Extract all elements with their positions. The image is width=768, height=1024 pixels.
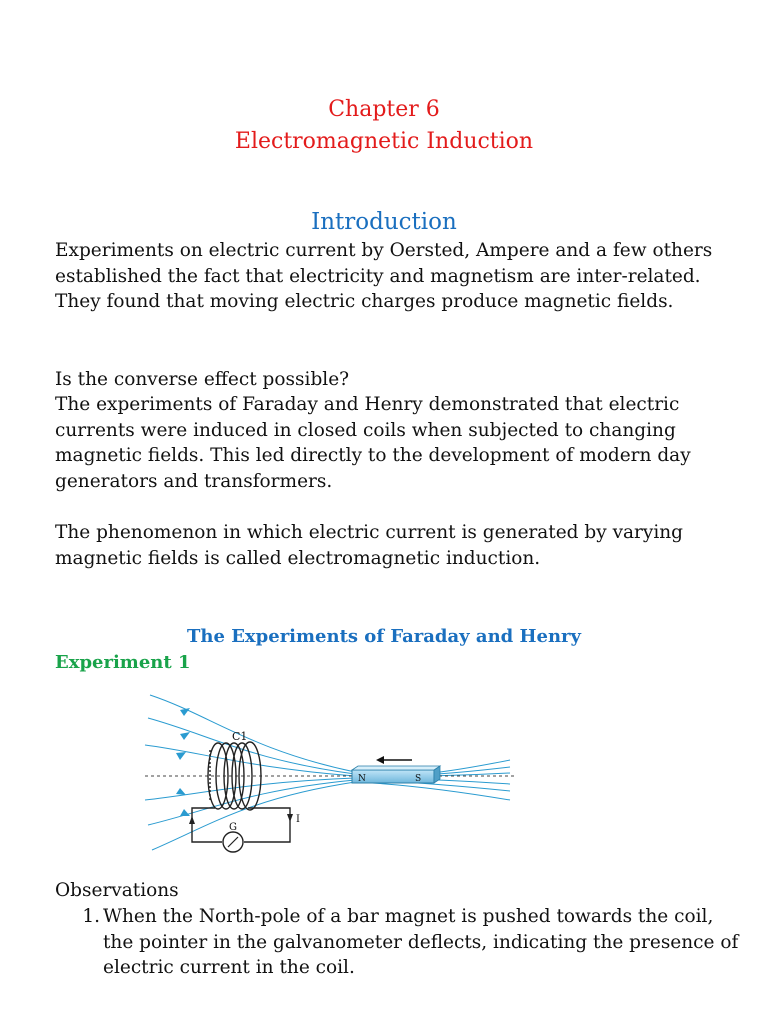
chapter-number: Chapter 6 bbox=[328, 97, 440, 122]
coil-label: C1 bbox=[232, 730, 248, 743]
magnet-south-label: S bbox=[415, 774, 422, 784]
list-item-number: 1. bbox=[82, 906, 100, 927]
galvanometer-label: G bbox=[229, 822, 237, 833]
list-item bbox=[55, 904, 745, 981]
observations-heading: Observations bbox=[55, 880, 179, 901]
current-label: I bbox=[296, 814, 300, 825]
chapter-title: Electromagnetic Induction bbox=[234, 129, 534, 154]
motion-arrow-icon bbox=[376, 756, 412, 764]
magnet-north-label: N bbox=[358, 774, 366, 784]
observations-list bbox=[55, 904, 745, 981]
intro-paragraph-1: Experiments on electric current by Oersted, Ampere and a few others established the fact that electricity and magnetism are inter-related. They found that moving electric charges produce magnetic fields. bbox=[55, 240, 713, 312]
galvanometer bbox=[223, 832, 243, 852]
intro-paragraph-2: The experiments of Faraday and Henry demonstrated that electric currents were induced in closed coils when subjected to changing magnetic fields. This led directly to the development of modern day generators and transformers. bbox=[55, 394, 691, 492]
experiment-figure bbox=[140, 690, 520, 860]
experiment-heading: Experiment 1 bbox=[55, 652, 191, 673]
field-lines bbox=[145, 695, 510, 850]
list-item-text: When the North-pole of a bar magnet is pushed towards the coil, the pointer in the galvanometer deflects, indicating the presence of electric current in the coil. bbox=[103, 906, 739, 978]
introduction-heading: Introduction bbox=[311, 209, 457, 235]
section-heading: The Experiments of Faraday and Henry bbox=[187, 626, 581, 647]
intro-paragraph-3: The phenomenon in which electric current is generated by varying magnetic fields is called electromagnetic induction. bbox=[55, 522, 684, 569]
intro-question: Is the converse effect possible? bbox=[55, 369, 350, 390]
